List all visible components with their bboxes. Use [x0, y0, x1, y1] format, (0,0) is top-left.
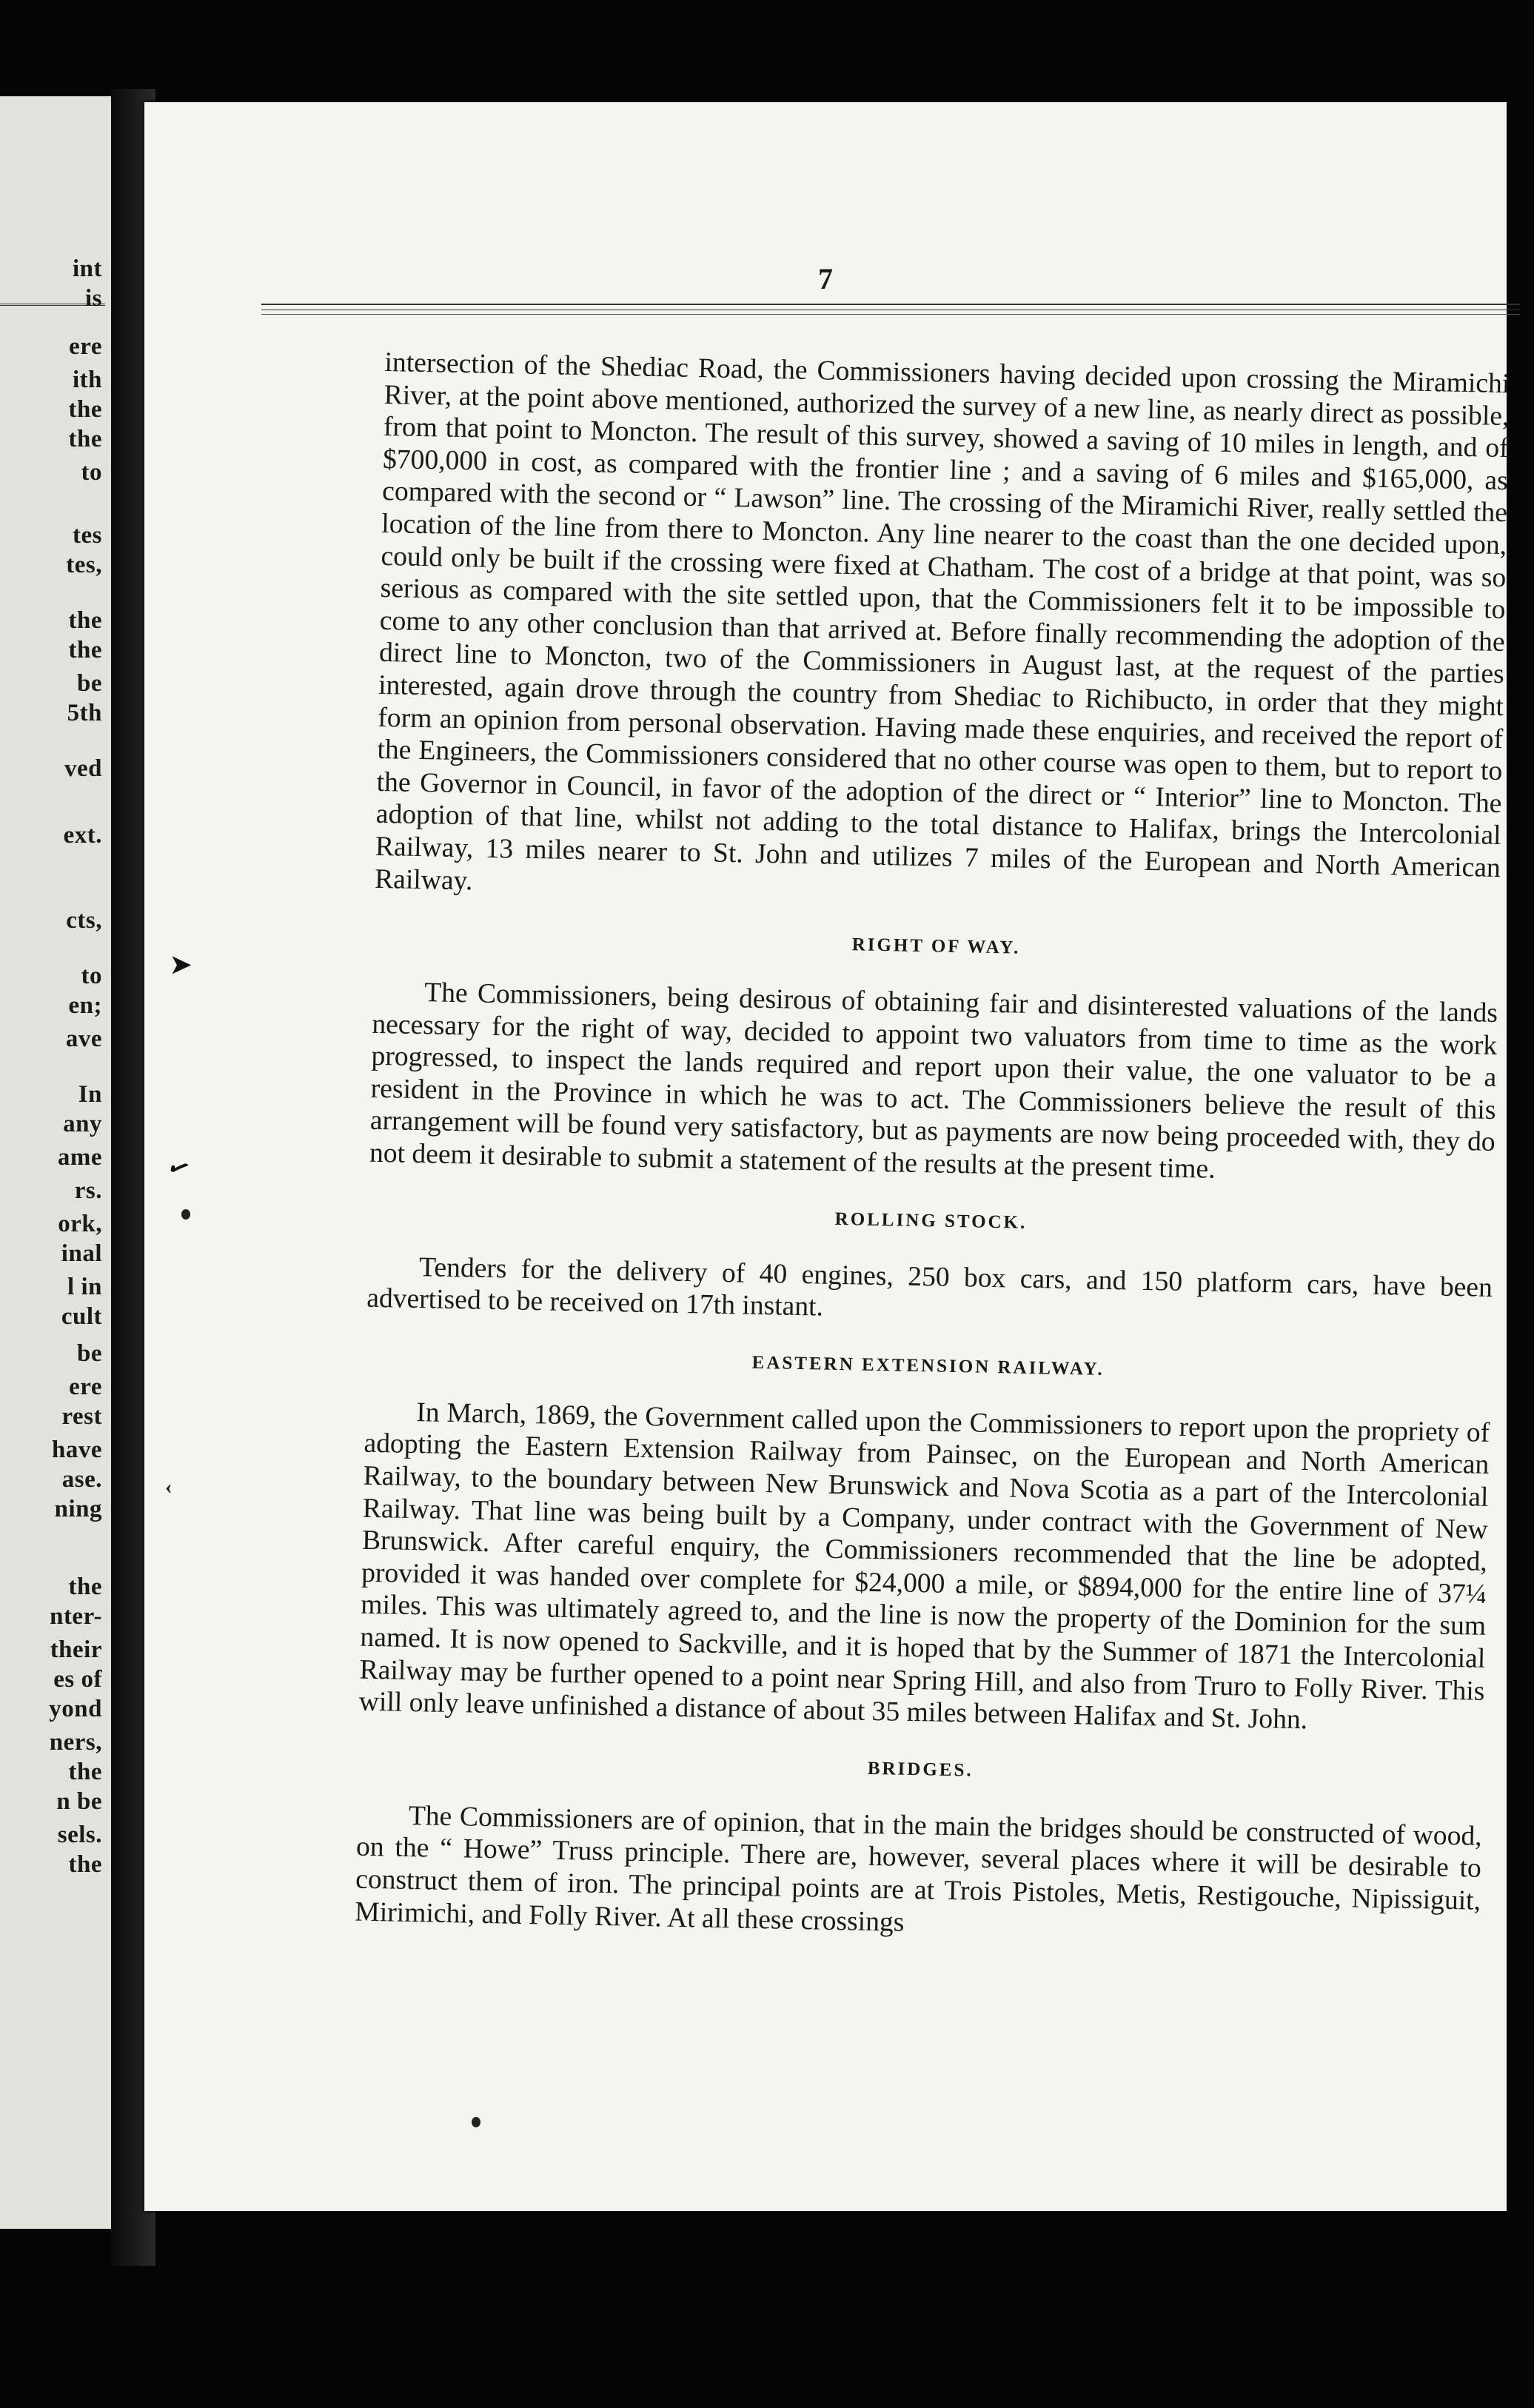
adjacent-page-text-fragment: ext. — [63, 822, 102, 849]
paragraph-rolling-stock: Tenders for the delivery of 40 engines, 250 box cars, and 150 platform cars, have been advertised to be received on 17th instant. — [366, 1251, 1493, 1322]
adjacent-page-text-fragment: tes, — [66, 552, 102, 578]
adjacent-page-text-fragment: ved — [64, 755, 102, 782]
adjacent-page-text-fragment: int — [72, 255, 102, 282]
heading-eastern-extension: EASTERN EXTENSION RAILWAY. — [751, 1352, 1105, 1379]
adjacent-page-text-fragment: the — [68, 637, 102, 663]
adjacent-page-text-fragment: In — [78, 1081, 102, 1108]
adjacent-page-text-fragment: ith — [72, 367, 102, 393]
adjacent-page-text-fragment: cts, — [66, 907, 102, 934]
page-number: 7 — [818, 262, 833, 295]
adjacent-page-text-fragment: the — [68, 607, 102, 634]
margin-mark-arrow: ➤ — [170, 952, 192, 979]
adjacent-page-text-fragment: ners, — [49, 1729, 102, 1756]
page-body — [355, 347, 1510, 1950]
adjacent-page-text-fragment: en; — [68, 992, 102, 1019]
adjacent-page-text-fragment: ave — [65, 1026, 102, 1052]
adjacent-page-text-fragment: to — [81, 459, 102, 486]
heading-bridges: BRIDGES. — [867, 1758, 974, 1781]
adjacent-page-text-fragment: the — [68, 396, 102, 423]
adjacent-page-text-fragment: is — [84, 285, 102, 312]
adjacent-page-text-fragment: yond — [49, 1696, 102, 1722]
adjacent-page-text-fragment: nter- — [50, 1603, 102, 1630]
adjacent-page-text-fragment: es of — [53, 1666, 102, 1693]
adjacent-page-fragment — [0, 96, 111, 2229]
paragraph-bridges: The Commissioners are of opinion, that in the main the bridges should be constructed of wood, on the “ Howe” Truss principle. There are, however, several places where it will be desirable to construct them of iron. The principal points are at Trois Pistoles, Metis, Restigouche, Nipissiguit, Mirimichi, and Folly River. At all these crossings — [355, 1800, 1483, 1938]
adjacent-page-text-fragment: have — [52, 1437, 102, 1463]
heading-rolling-stock: ROLLING STOCK. — [834, 1208, 1028, 1233]
margin-mark-tick: ✓ — [162, 1151, 195, 1186]
adjacent-page-text-fragment: n be — [56, 1788, 102, 1815]
adjacent-page-text-fragment: inal — [61, 1240, 102, 1267]
adjacent-page-text-fragment: ere — [69, 333, 102, 360]
adjacent-page-text-fragment: cult — [61, 1303, 102, 1330]
adjacent-page-text-fragment: sels. — [57, 1822, 102, 1848]
adjacent-page-text-fragment: 5th — [67, 700, 102, 726]
adjacent-page-text-fragment: to — [81, 963, 102, 989]
margin-mark-dot — [181, 1209, 190, 1220]
adjacent-page-text-fragment: be — [77, 1340, 102, 1367]
margin-mark-tick: ‹ — [165, 1476, 173, 1499]
page-smudge-dot — [472, 2117, 480, 2127]
adjacent-page-text-fragment: l in — [67, 1274, 102, 1300]
adjacent-page-text-fragment: ork, — [58, 1211, 102, 1237]
paragraph-right-of-way: The Commissioners, being desirous of obtaining fair and disinterested valuations of the lands necessary for the right of way, decided to appoint two valuators from time to time as the work progressed, to inspect the lands required and report upon their value, the one valuator to be a resident in the Province in which he was to act. The Commissioners believe the result of this arrangement will be found very satisfactory, but as payments are now being proceeded with, they do not deem it desirable to submit a statement of the results at the present time. — [369, 977, 1498, 1185]
adjacent-page-text-fragment: ame — [57, 1144, 102, 1171]
heading-right-of-way: RIGHT OF WAY. — [851, 934, 1021, 958]
adjacent-page-text-fragment: ase. — [61, 1466, 102, 1493]
adjacent-page-text-fragment: be — [77, 670, 102, 697]
adjacent-page-text-fragment: the — [68, 426, 102, 452]
adjacent-page-text-fragment: ning — [54, 1496, 102, 1522]
adjacent-page-text-fragment: their — [50, 1636, 102, 1663]
adjacent-page-text-fragment: rest — [61, 1403, 102, 1430]
document-page — [144, 102, 1510, 2211]
header-rule — [261, 304, 1520, 310]
adjacent-page-text-fragment: tes — [73, 522, 102, 549]
paragraph-eastern-extension: In March, 1869, the Government called upon the Commissioners to report upon the propriety of adopting the Eastern Extension Railway from Painsec, on the European and North American Railway, to the boundary between New Brunswick and Nova Scotia as a part of the Intercolonial Railway. That line was being built by a Company, under contract with the Government of New Brunswick. After careful enquiry, the Commissioners recommended that the line be adopted, provided it was handed over complete for $24,000 a mile, or $894,000 for the entire line of 37¼ miles. This was ultimately agreed to, and the line is now the property of the Dominion for the sum named. It is now opened to Sackville, and it is hoped that by the Summer of 1871 the Intercolonial Railway may be further opened to a point near Spring Hill, and also from Truro to Folly River. This will only leave unfinished a distance of about 35 miles between Halifax and St. John. — [358, 1397, 1490, 1736]
adjacent-page-text-fragment: ere — [69, 1374, 102, 1400]
adjacent-page-text-fragment: the — [68, 1851, 102, 1878]
adjacent-page-text-fragment: the — [68, 1759, 102, 1785]
paragraph-continuation: intersection of the Shediac Road, the Commissioners having decided upon crossing the Miramichi River, at the point above mentioned, authorized the survey of a new line, as nearly direct as possible, from that point to Moncton. The result of this survey, showed a saving of 10 miles in length, and of $700,000 in cost, as compared with the frontier line ; and a saving of 6 miles and $165,000, as compared with the second or “ Lawson” line. The crossing of the Miramichi River, really settled the location of the line from there to Moncton. Any line nearer to the coast than the one decided upon, could only be built if the crossing were fixed at Chatham. The cost of a bridge at that point, was so serious as compared with the site settled upon, that the Commissioners felt it to be impossible to come to any other conclusion than that arrived at. Before finally recommending the adoption of the direct line to Moncton, two of the Commissioners in August last, at the request of the parties interested, again drove through the country from Shediac to Richibucto, in order that they might form an opinion from personal observation. Having made these enquiries, and received the report of the Engineers, the Commissioners considered that no other course was open to them, but to report to the Governor in Council, in favor of the adoption of the direct or “ Interior” line to Moncton. The adoption of that line, whilst not adding to the total distance to Halifax, brings the Intercolonial Railway, 13 miles nearer to St. John and utilizes 7 miles of the European and North American Railway. — [374, 347, 1510, 896]
adjacent-page-text-fragment: the — [68, 1573, 102, 1600]
adjacent-page-text-fragment: any — [63, 1111, 102, 1137]
adjacent-page-text-fragment: rs. — [74, 1177, 102, 1204]
